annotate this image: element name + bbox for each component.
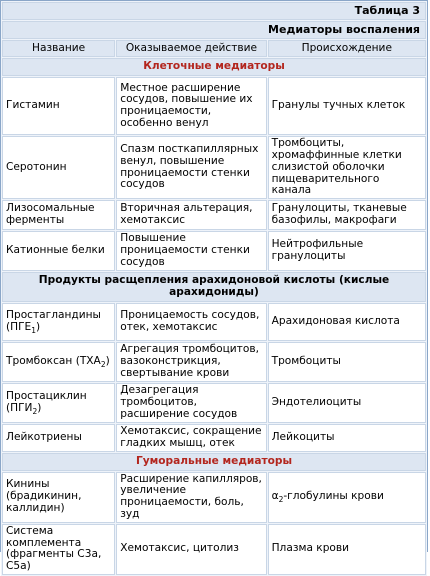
cell-action: Спазм посткапиллярных венул, повышение проницаемости стенки сосудов: [116, 136, 266, 199]
table-row: [2, 383, 426, 423]
cell-origin: Арахидоновая кислота: [268, 303, 426, 341]
name-text: Простациклин (ПГИ: [6, 389, 87, 414]
cell-name: [2, 303, 115, 341]
cell-origin: Плазма крови: [268, 524, 426, 575]
section-row: [2, 272, 426, 302]
table-row: [2, 303, 426, 341]
cell-action: Местное расширение сосудов, повышение их проницаемости, особенно венул: [116, 77, 266, 135]
cell-origin: Тромбоциты, хромаффинные клетки слизистой оболочки пищеварительного канала: [268, 136, 426, 199]
table-row: [2, 342, 426, 382]
cell-action: Вторичная альтерация, хемотаксис: [116, 200, 266, 230]
name-tail: ): [37, 401, 42, 414]
cell-name: [2, 383, 115, 423]
section-title-arachidonic: Продукты расщепления арахидоновой кислоты (кислые арахидониды): [2, 272, 426, 302]
header-row: [2, 40, 426, 58]
cell-name: Лизосомальные ферменты: [2, 200, 115, 230]
section-title-humoral: Гуморальные медиаторы: [2, 453, 426, 471]
cell-name: [2, 342, 115, 382]
cell-origin: [268, 472, 426, 523]
name-subscript: 1: [31, 325, 37, 335]
cell-action: Дезагрегация тромбоцитов, расширение сосудов: [116, 383, 266, 423]
table-row: [2, 472, 426, 523]
cell-origin: Гранулы тучных клеток: [268, 77, 426, 135]
cell-origin: Гранулоциты, тканевые базофилы, макрофаги: [268, 200, 426, 230]
cell-action: Проницаемость сосудов, отек, хемотаксис: [116, 303, 266, 341]
name-subscript: 2: [32, 406, 38, 416]
column-header-origin: Происхождение: [268, 40, 426, 58]
column-header-action: Оказываемое действие: [116, 40, 266, 58]
cell-name: Кинины (брадикинин, каллидин): [2, 472, 115, 523]
column-header-name: Название: [2, 40, 115, 58]
mediators-table: [1, 1, 427, 576]
cell-name: Лейкотриены: [2, 424, 115, 452]
cell-action: Хемотаксис, сокращение гладких мышц, отек: [116, 424, 266, 452]
caption-row: [2, 2, 426, 20]
cell-origin: Тромбоциты: [268, 342, 426, 382]
table-row: [2, 200, 426, 230]
cell-name: Гистамин: [2, 77, 115, 135]
cell-origin: Нейтрофильные гранулоциты: [268, 231, 426, 271]
table-row: [2, 524, 426, 575]
name-tail: ): [36, 320, 41, 333]
section-title-cellular: Клеточные медиаторы: [2, 58, 426, 76]
table-row: [2, 231, 426, 271]
table-caption: Таблица 3: [2, 2, 426, 20]
cell-action: Расширение капилляров, увеличение проницаемости, боль, зуд: [116, 472, 266, 523]
name-tail: ): [105, 354, 110, 367]
cell-name: Система комплемента (фрагменты С3а, С5а): [2, 524, 115, 575]
cell-name: Серотонин: [2, 136, 115, 199]
cell-action: Хемотаксис, цитолиз: [116, 524, 266, 575]
cell-origin: Эндотелиоциты: [268, 383, 426, 423]
cell-action: Агрегация тромбоцитов, вазоконстрикция, свертывание крови: [116, 342, 266, 382]
cell-name: Катионные белки: [2, 231, 115, 271]
title-row: [2, 21, 426, 39]
table-title: Медиаторы воспаления: [2, 21, 426, 39]
section-row: [2, 453, 426, 471]
name-subscript: 2: [100, 359, 106, 369]
name-text: Тромбоксан (ТХА: [6, 354, 101, 367]
cell-action: Повышение проницаемости стенки сосудов: [116, 231, 266, 271]
origin-tail: -глобулины крови: [283, 490, 384, 503]
table-row: [2, 136, 426, 199]
section-row: [2, 58, 426, 76]
cell-origin: Лейкоциты: [268, 424, 426, 452]
name-text: Простагландины (ПГЕ: [6, 308, 101, 333]
origin-subscript: 2: [278, 495, 284, 505]
table-row: [2, 77, 426, 135]
origin-text: α: [271, 490, 279, 503]
table-row: [2, 424, 426, 452]
